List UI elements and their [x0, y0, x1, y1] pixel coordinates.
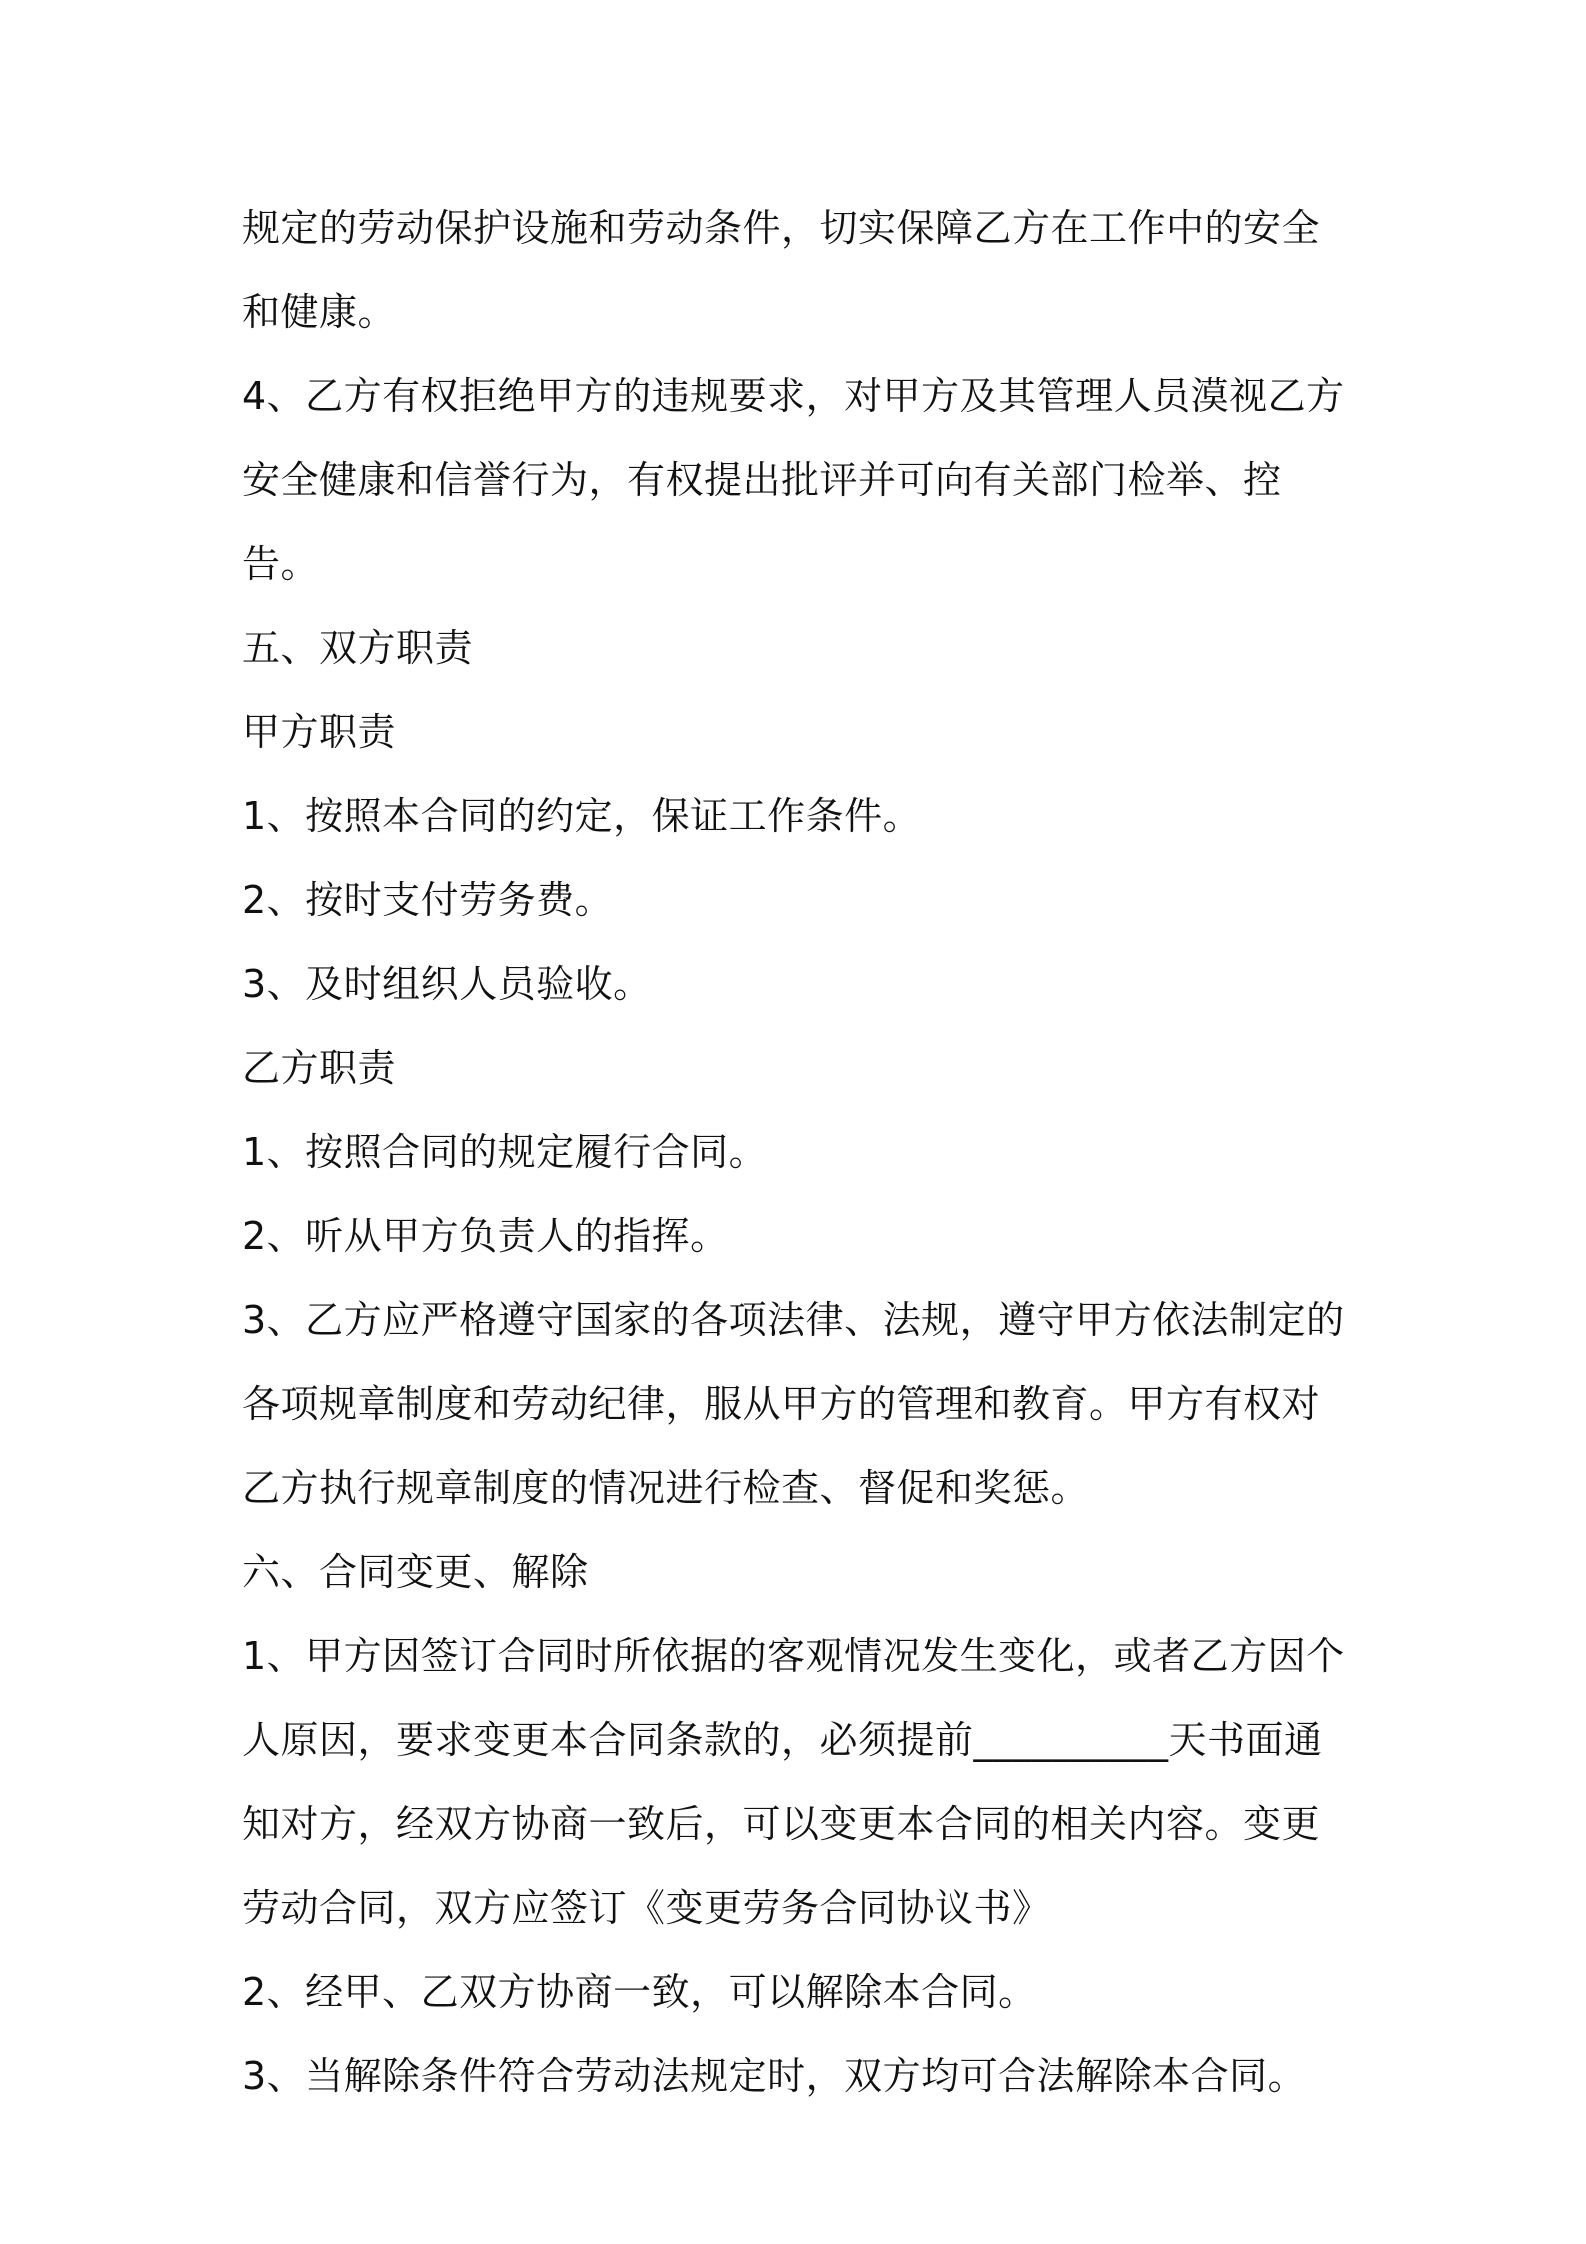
list-item-change-3: 3、当解除条件符合劳动法规定时，双方均可合法解除本合同。	[242, 2054, 1307, 2098]
list-item-change-2: 2、经甲、乙双方协商一致，可以解除本合同。	[242, 1970, 1037, 2014]
list-item-party-b-2: 2、听从甲方负责人的指挥。	[242, 1214, 729, 1258]
paragraph-safety-conditions: 规定的劳动保护设施和劳动条件，切实保障乙方在工作中的安全和健康。	[242, 206, 1321, 334]
section-heading-change-termination: 六、合同变更、解除	[242, 1550, 589, 1594]
list-item-party-a-3: 3、及时组织人员验收。	[242, 962, 652, 1006]
subheading-party-a-duties: 甲方职责	[242, 710, 397, 754]
list-item-party-b-3: 3、乙方应严格遵守国家的各项法律、法规，遵守甲方依法制定的各项规章制度和劳动纪律，服从甲方的管理和教育。甲方有权对乙方执行规章制度的情况进行检查、督促和奖惩。	[242, 1298, 1345, 1510]
subheading-party-b-duties: 乙方职责	[242, 1046, 397, 1090]
document-body	[242, 186, 1356, 2118]
list-item-change-1: 1、甲方因签订合同时所依据的客观情况发生变化，或者乙方因个人原因，要求变更本合同条款的，必须提前__________天书面通知对方，经双方协商一致后，可以变更本合同的相关内容。变更劳动合同，双方应签订《变更劳务合同协议书》	[242, 1634, 1345, 1930]
list-item-party-a-2: 2、按时支付劳务费。	[242, 878, 614, 922]
section-heading-duties: 五、双方职责	[242, 626, 474, 670]
list-item-party-a-1: 1、按照本合同的约定，保证工作条件。	[242, 794, 922, 838]
paragraph-right-to-refuse: 4、乙方有权拒绝甲方的违规要求，对甲方及其管理人员漠视乙方安全健康和信誉行为，有权提出批评并可向有关部门检举、控告。	[242, 374, 1345, 586]
list-item-party-b-1: 1、按照合同的规定履行合同。	[242, 1130, 768, 1174]
